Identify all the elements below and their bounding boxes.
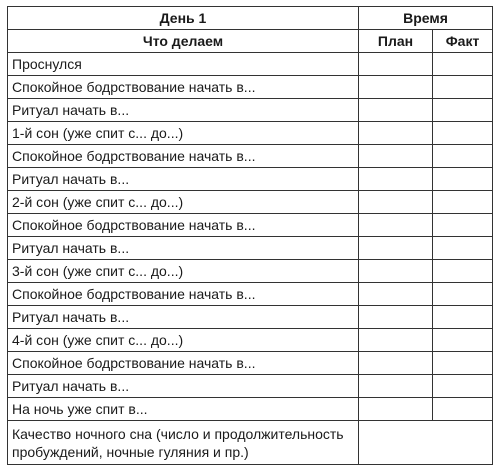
fact-cell bbox=[433, 145, 493, 168]
time-title: Время bbox=[359, 7, 493, 30]
table-row bbox=[8, 352, 493, 375]
fact-cell bbox=[433, 99, 493, 122]
fact-cell bbox=[433, 122, 493, 145]
fact-cell bbox=[433, 260, 493, 283]
plan-cell bbox=[359, 237, 433, 260]
table-row bbox=[8, 237, 493, 260]
plan-cell bbox=[359, 76, 433, 99]
schedule-rows bbox=[8, 53, 493, 421]
fact-cell bbox=[433, 76, 493, 99]
plan-cell bbox=[359, 283, 433, 306]
task-cell: Спокойное бодрствование начать в... bbox=[8, 283, 359, 306]
task-cell: Ритуал начать в... bbox=[8, 306, 359, 329]
plan-title: План bbox=[359, 30, 433, 53]
night-quality-cell bbox=[359, 421, 493, 465]
what-title: Что делаем bbox=[8, 30, 359, 53]
sleep-schedule-table bbox=[7, 6, 493, 465]
task-cell: 4-й сон (уже спит с... до...) bbox=[8, 329, 359, 352]
task-cell: Спокойное бодрствование начать в... bbox=[8, 76, 359, 99]
fact-title: Факт bbox=[433, 30, 493, 53]
plan-cell bbox=[359, 168, 433, 191]
task-cell: На ночь уже спит в... bbox=[8, 398, 359, 421]
header-row-bottom bbox=[8, 30, 493, 53]
task-cell: 2-й сон (уже спит с... до...) bbox=[8, 191, 359, 214]
fact-cell bbox=[433, 168, 493, 191]
fact-cell bbox=[433, 375, 493, 398]
fact-cell bbox=[433, 306, 493, 329]
sleep-schedule-document bbox=[7, 6, 492, 465]
fact-cell bbox=[433, 191, 493, 214]
fact-cell bbox=[433, 398, 493, 421]
plan-cell bbox=[359, 329, 433, 352]
table-row bbox=[8, 99, 493, 122]
fact-cell bbox=[433, 237, 493, 260]
task-cell: Спокойное бодрствование начать в... bbox=[8, 214, 359, 237]
header-row-top bbox=[8, 7, 493, 30]
table-row bbox=[8, 122, 493, 145]
plan-cell bbox=[359, 375, 433, 398]
table-row bbox=[8, 214, 493, 237]
fact-cell bbox=[433, 283, 493, 306]
night-quality-row bbox=[8, 421, 493, 465]
table-row bbox=[8, 329, 493, 352]
table-row bbox=[8, 375, 493, 398]
table-row bbox=[8, 76, 493, 99]
fact-cell bbox=[433, 329, 493, 352]
table-row bbox=[8, 283, 493, 306]
day-title: День 1 bbox=[8, 7, 359, 30]
plan-cell bbox=[359, 191, 433, 214]
table-row bbox=[8, 168, 493, 191]
table-row bbox=[8, 145, 493, 168]
task-cell: Спокойное бодрствование начать в... bbox=[8, 145, 359, 168]
plan-cell bbox=[359, 99, 433, 122]
plan-cell bbox=[359, 352, 433, 375]
plan-cell bbox=[359, 306, 433, 329]
plan-cell bbox=[359, 53, 433, 76]
task-cell: 1-й сон (уже спит с... до...) bbox=[8, 122, 359, 145]
night-quality-label: Качество ночного сна (число и продолжительность пробуждений, ночные гуляния и пр.) bbox=[8, 421, 359, 465]
plan-cell bbox=[359, 260, 433, 283]
table-row bbox=[8, 306, 493, 329]
table-row bbox=[8, 53, 493, 76]
task-cell: Ритуал начать в... bbox=[8, 375, 359, 398]
fact-cell bbox=[433, 53, 493, 76]
fact-cell bbox=[433, 352, 493, 375]
fact-cell bbox=[433, 214, 493, 237]
task-cell: Спокойное бодрствование начать в... bbox=[8, 352, 359, 375]
table-row bbox=[8, 398, 493, 421]
plan-cell bbox=[359, 398, 433, 421]
table-row bbox=[8, 191, 493, 214]
task-cell: Ритуал начать в... bbox=[8, 237, 359, 260]
plan-cell bbox=[359, 145, 433, 168]
plan-cell bbox=[359, 214, 433, 237]
task-cell: Ритуал начать в... bbox=[8, 99, 359, 122]
table-row bbox=[8, 260, 493, 283]
task-cell: Ритуал начать в... bbox=[8, 168, 359, 191]
task-cell: Проснулся bbox=[8, 53, 359, 76]
plan-cell bbox=[359, 122, 433, 145]
task-cell: 3-й сон (уже спит с... до...) bbox=[8, 260, 359, 283]
